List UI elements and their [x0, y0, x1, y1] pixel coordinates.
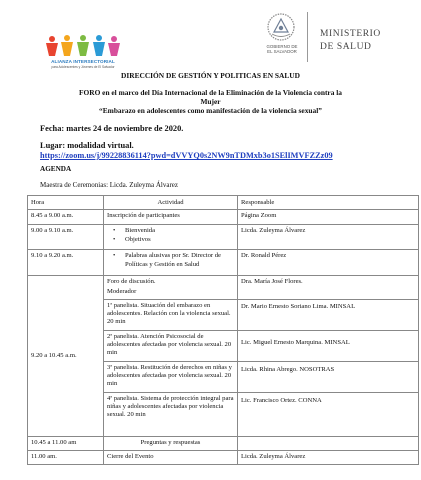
forum-title-line-2: Mujer	[200, 97, 221, 106]
row-actividad	[104, 250, 238, 276]
event-date: Fecha: martes 24 de noviembre de 2020.	[40, 124, 184, 133]
ministerio-line-2: DE SALUD	[320, 41, 372, 52]
header-actividad: Actividad	[104, 196, 238, 210]
header-responsable: Responsable	[238, 196, 419, 210]
header-hora: Hora	[28, 196, 104, 210]
list-item: • Bienvenida	[113, 227, 234, 236]
agenda-table	[27, 195, 419, 465]
row-actividad: Cierre del Evento	[104, 451, 238, 465]
table-row	[28, 250, 419, 276]
row-responsable: Lic. Miguel Ernesto Marquina. MINSAL	[238, 331, 419, 362]
alianza-brand-text: ALIANZA INTERSECTORIAL	[51, 59, 115, 64]
row-responsable: Dr. Ronald Pérez	[238, 250, 419, 276]
row-responsable: Dr. Mario Ernesto Soriano Lima. MINSAL	[238, 300, 419, 331]
row-hora: 8.45 a 9.00 a.m.	[28, 210, 104, 225]
alianza-tagline: para Adolescentes y Jóvenes de El Salvador	[51, 65, 115, 69]
table-row	[28, 210, 419, 225]
row-hora: 9.20 a 10.45 a.m.	[28, 276, 104, 437]
row-actividad: 4ª panelista. Sistema de protección integral para niñas y adolescentes afectadas por violencia sexual. 20 min	[104, 393, 238, 437]
table-row	[28, 225, 419, 250]
table-row	[28, 451, 419, 465]
event-location: Lugar: modalidad virtual.	[40, 141, 134, 150]
list-item: • Objetivos	[113, 236, 234, 245]
table-row	[28, 437, 419, 451]
logo-divider	[307, 12, 308, 62]
ministerio-text	[320, 28, 381, 54]
row-actividad: 1ª panelista. Situación del embarazo en adolescentes. Relación con la violencia sexual. 20 min	[104, 300, 238, 331]
national-seal-icon	[266, 12, 296, 42]
people-figures-icon	[44, 34, 122, 58]
row-actividad: Preguntas y respuestas	[104, 437, 238, 451]
row-responsable: Licda. Rhina Abrego. NOSOTRAS	[238, 362, 419, 393]
master-of-ceremonies: Maestra de Ceremonias: Licda. Zuleyma Álvarez	[40, 181, 178, 189]
row-hora: 9.10 a 9.20 a.m.	[28, 250, 104, 276]
ministerio-salud-logo	[262, 10, 412, 72]
row-responsable: Licda. Zuleyma Álvarez	[238, 451, 419, 465]
forum-title-line-1: FORO en el marco del Día Internacional de la Eliminación de la Violencia contra la	[78, 88, 343, 97]
row-actividad: Moderador	[104, 288, 238, 300]
row-actividad	[104, 225, 238, 250]
row-responsable: Lic. Francisco Ortez. CONNA	[238, 393, 419, 437]
direction-title: DIRECCIÓN DE GESTIÓN Y POLITICAS EN SALUD	[121, 71, 300, 80]
row-responsable	[238, 437, 419, 451]
gobierno-line-2: EL SALVADOR	[267, 49, 297, 55]
table-row	[28, 276, 419, 288]
row-responsable: Dra. María José Flores.	[238, 276, 419, 300]
agenda-heading: AGENDA	[40, 165, 72, 173]
ministerio-line-1: MINISTERIO	[320, 29, 381, 39]
zoom-link[interactable]: https://zoom.us/j/99228836114?pwd=dVVYQ0s2NW9nTDMxb3o1SElIMVFZZz09	[40, 151, 333, 160]
gobierno-line-1: GOBIERNO DE	[266, 44, 298, 49]
row-actividad: 2ª panelista. Atención Psicosocial de adolescentes afectadas por violencia sexual. 20 min	[104, 331, 238, 362]
row-actividad: Inscripción de participantes	[104, 210, 238, 225]
row-responsable: Página Zoom	[238, 210, 419, 225]
row-hora: 9.00 a 9.10 a.m.	[28, 225, 104, 250]
table-header-row	[28, 196, 419, 210]
row-actividad: 3ª panelista. Restitución de derechos en niñas y adolescentes afectadas por violencia sexual. 20 min	[104, 362, 238, 393]
row-hora: 11.00 am.	[28, 451, 104, 465]
row-hora: 10.45 a 11.00 am	[28, 437, 104, 451]
gobierno-text	[262, 44, 302, 54]
row-responsable: Licda. Zuleyma Álvarez	[238, 225, 419, 250]
list-item: • Palabras alusivas por Sr. Director de Políticas y Gestión en Salud	[113, 252, 234, 269]
forum-theme: “Embarazo en adolescentes como manifestación de la violencia sexual”	[99, 106, 322, 115]
row-actividad: Foro de discusión.	[104, 276, 238, 288]
